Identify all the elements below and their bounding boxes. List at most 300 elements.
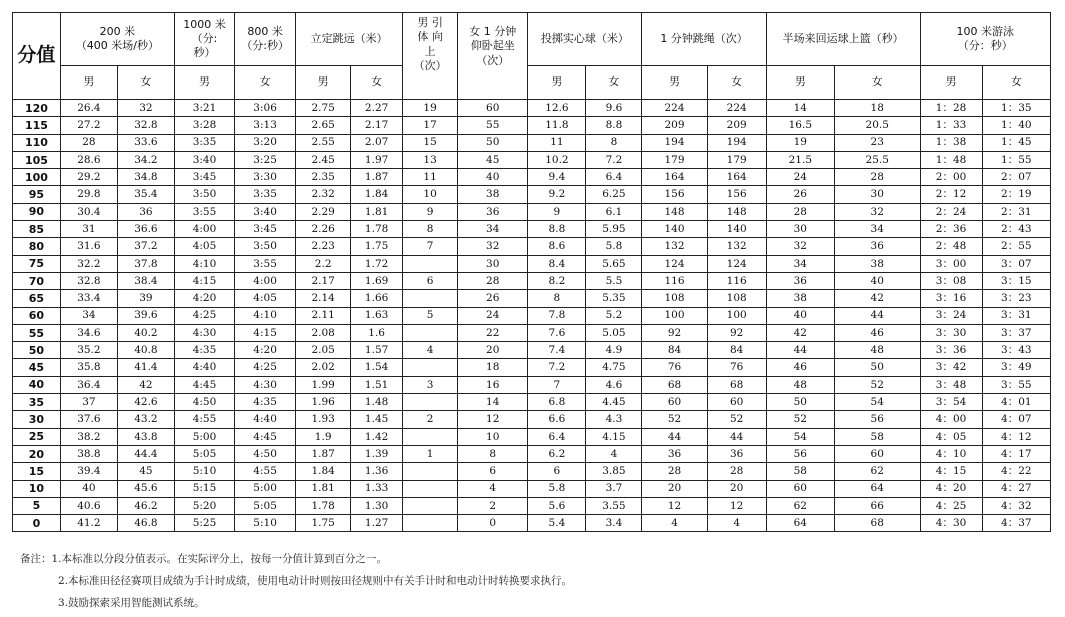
table-cell: 2.75: [296, 100, 351, 117]
table-cell: 46.2: [117, 497, 174, 514]
table-cell: 4.6: [586, 376, 642, 393]
table-cell: 40: [834, 272, 920, 289]
table-row: [13, 117, 1051, 134]
table-cell: 4：10: [920, 445, 982, 462]
table-row: [13, 290, 1051, 307]
table-cell: 1: [403, 445, 458, 462]
score-cell: 40: [13, 376, 61, 393]
table-cell: 3:13: [235, 117, 296, 134]
table-cell: 34.2: [117, 151, 174, 168]
table-cell: 40.6: [60, 497, 117, 514]
table-cell: 28: [60, 134, 117, 151]
table-cell: 2：00: [920, 169, 982, 186]
table-cell: 56: [834, 411, 920, 428]
score-cell: 35: [13, 394, 61, 411]
score-cell: 15: [13, 463, 61, 480]
table-cell: 40: [60, 480, 117, 497]
table-cell: 3：15: [982, 272, 1050, 289]
table-cell: 2：55: [982, 238, 1050, 255]
table-cell: 3：54: [920, 394, 982, 411]
table-cell: 1.9: [296, 428, 351, 445]
table-cell: 164: [707, 169, 766, 186]
table-cell: 54: [766, 428, 834, 445]
table-cell: 2.02: [296, 359, 351, 376]
table-cell: 48: [834, 342, 920, 359]
table-cell: 1.93: [296, 411, 351, 428]
table-row: [13, 238, 1051, 255]
table-cell: 9.2: [528, 186, 586, 203]
table-cell: 20.5: [834, 117, 920, 134]
table-cell: 3：42: [920, 359, 982, 376]
table-cell: 46: [834, 324, 920, 341]
table-row: [13, 480, 1051, 497]
table-cell: [403, 515, 458, 532]
table-cell: 156: [707, 186, 766, 203]
table-cell: 3:28: [174, 117, 234, 134]
table-cell: 5.05: [586, 324, 642, 341]
table-cell: 8: [458, 445, 528, 462]
table-cell: 3：23: [982, 290, 1050, 307]
score-cell: 90: [13, 203, 61, 220]
table-cell: 4：17: [982, 445, 1050, 462]
header-male: 男: [296, 66, 351, 100]
table-cell: 16.5: [766, 117, 834, 134]
header-pullup: 男 引 体 向 上 （次）: [403, 13, 458, 100]
table-cell: 32.2: [60, 255, 117, 272]
table-cell: 36: [834, 238, 920, 255]
table-cell: 5:05: [174, 445, 234, 462]
table-cell: 4:45: [174, 376, 234, 393]
table-cell: 32.8: [60, 272, 117, 289]
score-cell: 45: [13, 359, 61, 376]
table-cell: 28: [766, 203, 834, 220]
table-cell: 1.84: [351, 186, 403, 203]
table-cell: 1.66: [351, 290, 403, 307]
table-cell: 108: [707, 290, 766, 307]
table-cell: 1.78: [351, 221, 403, 238]
header-1000m: 1000 米 （分: 秒）: [174, 13, 234, 66]
table-cell: 33.4: [60, 290, 117, 307]
table-cell: 19: [403, 100, 458, 117]
table-cell: 58: [766, 463, 834, 480]
table-cell: [403, 394, 458, 411]
table-cell: 60: [458, 100, 528, 117]
table-cell: 14: [458, 394, 528, 411]
table-row: [13, 272, 1051, 289]
table-cell: 39: [117, 290, 174, 307]
table-cell: 8.8: [528, 221, 586, 238]
table-cell: [403, 428, 458, 445]
table-cell: 9.6: [586, 100, 642, 117]
table-cell: 4：00: [920, 411, 982, 428]
table-cell: 5:20: [174, 497, 234, 514]
table-cell: 140: [642, 221, 707, 238]
table-cell: 4:40: [235, 411, 296, 428]
table-cell: 4:35: [174, 342, 234, 359]
table-cell: 1.54: [351, 359, 403, 376]
table-cell: 5:05: [235, 497, 296, 514]
table-cell: 2.26: [296, 221, 351, 238]
table-cell: 32: [458, 238, 528, 255]
table-cell: 44.4: [117, 445, 174, 462]
table-cell: 30: [458, 255, 528, 272]
table-cell: 164: [642, 169, 707, 186]
table-cell: 64: [834, 480, 920, 497]
table-cell: 5.65: [586, 255, 642, 272]
table-cell: 38: [766, 290, 834, 307]
table-cell: 42: [117, 376, 174, 393]
table-cell: 7.2: [528, 359, 586, 376]
table-cell: 1：40: [982, 117, 1050, 134]
table-cell: 9.4: [528, 169, 586, 186]
table-cell: 5:25: [174, 515, 234, 532]
table-cell: 1.33: [351, 480, 403, 497]
table-cell: 2.32: [296, 186, 351, 203]
score-cell: 85: [13, 221, 61, 238]
table-cell: 132: [642, 238, 707, 255]
header-female: 女: [982, 66, 1050, 100]
table-cell: 1.42: [351, 428, 403, 445]
score-cell: 95: [13, 186, 61, 203]
table-cell: 50: [834, 359, 920, 376]
table-cell: 36.6: [117, 221, 174, 238]
table-cell: 25.5: [834, 151, 920, 168]
table-cell: 209: [707, 117, 766, 134]
table-cell: 6: [528, 463, 586, 480]
table-row: [13, 497, 1051, 514]
table-cell: 132: [707, 238, 766, 255]
score-cell: 0: [13, 515, 61, 532]
table-cell: 5.2: [586, 307, 642, 324]
table-cell: 32.8: [117, 117, 174, 134]
score-cell: 30: [13, 411, 61, 428]
table-row: [13, 307, 1051, 324]
table-cell: 1.96: [296, 394, 351, 411]
score-cell: 55: [13, 324, 61, 341]
header-200m: 200 米 （400 米场/秒）: [60, 13, 174, 66]
note-1: 备注：1.本标准以分段分值表示。在实际评分上，按每一分值计算到百分之一。: [20, 553, 388, 565]
table-cell: 4：22: [982, 463, 1050, 480]
scoring-table: [12, 12, 1051, 532]
table-cell: 2.05: [296, 342, 351, 359]
header-male: 男: [60, 66, 117, 100]
table-cell: 46: [766, 359, 834, 376]
header-male: 男: [766, 66, 834, 100]
table-cell: 2：48: [920, 238, 982, 255]
table-cell: 21.5: [766, 151, 834, 168]
table-cell: 3:55: [174, 203, 234, 220]
score-cell: 75: [13, 255, 61, 272]
table-cell: 3:21: [174, 100, 234, 117]
table-cell: 8: [403, 221, 458, 238]
table-cell: 2.27: [351, 100, 403, 117]
table-cell: 17: [403, 117, 458, 134]
table-cell: 2：31: [982, 203, 1050, 220]
table-cell: 5:00: [235, 480, 296, 497]
table-cell: 1：33: [920, 117, 982, 134]
table-cell: 1：55: [982, 151, 1050, 168]
table-cell: 4: [458, 480, 528, 497]
score-cell: 70: [13, 272, 61, 289]
table-cell: 38: [834, 255, 920, 272]
table-cell: 44: [707, 428, 766, 445]
header-ball-throw: 投掷实心球（米）: [528, 13, 642, 66]
table-cell: [403, 480, 458, 497]
table-cell: 13: [403, 151, 458, 168]
table-cell: 40.8: [117, 342, 174, 359]
table-cell: 46.8: [117, 515, 174, 532]
table-cell: 84: [707, 342, 766, 359]
table-cell: 4: [642, 515, 707, 532]
table-cell: 4: [707, 515, 766, 532]
table-row: [13, 445, 1051, 462]
table-cell: 5:10: [235, 515, 296, 532]
table-cell: 3：08: [920, 272, 982, 289]
table-row: [13, 151, 1051, 168]
table-row: [13, 186, 1051, 203]
table-cell: 1.39: [351, 445, 403, 462]
table-cell: 26.4: [60, 100, 117, 117]
table-cell: 35.8: [60, 359, 117, 376]
table-cell: 23: [834, 134, 920, 151]
table-cell: 15: [403, 134, 458, 151]
table-cell: 2.07: [351, 134, 403, 151]
table-cell: 40.2: [117, 324, 174, 341]
table-cell: 3:40: [174, 151, 234, 168]
table-cell: 116: [642, 272, 707, 289]
table-cell: 2：19: [982, 186, 1050, 203]
table-cell: 0: [458, 515, 528, 532]
table-cell: 42: [766, 324, 834, 341]
table-cell: 36: [117, 203, 174, 220]
table-row: [13, 394, 1051, 411]
table-row: [13, 169, 1051, 186]
table-cell: 2.55: [296, 134, 351, 151]
table-cell: 3:50: [235, 238, 296, 255]
table-cell: 1.97: [351, 151, 403, 168]
table-cell: 5.5: [586, 272, 642, 289]
table-cell: 156: [642, 186, 707, 203]
score-cell: 80: [13, 238, 61, 255]
table-cell: 8.4: [528, 255, 586, 272]
table-cell: 4：30: [920, 515, 982, 532]
header-male: 男: [528, 66, 586, 100]
table-cell: 2.11: [296, 307, 351, 324]
table-cell: 2.17: [296, 272, 351, 289]
table-row: [13, 255, 1051, 272]
table-cell: 3:35: [235, 186, 296, 203]
table-cell: 4：05: [920, 428, 982, 445]
table-cell: 4:00: [174, 221, 234, 238]
table-cell: 52: [766, 411, 834, 428]
table-cell: 58: [834, 428, 920, 445]
table-cell: 30: [834, 186, 920, 203]
table-cell: 3:25: [235, 151, 296, 168]
table-cell: 3:30: [235, 169, 296, 186]
table-row: [13, 203, 1051, 220]
table-row: [13, 515, 1051, 532]
table-cell: 29.2: [60, 169, 117, 186]
table-cell: 7.6: [528, 324, 586, 341]
table-cell: 26: [458, 290, 528, 307]
table-cell: 1.81: [351, 203, 403, 220]
table-cell: 4:25: [235, 359, 296, 376]
table-cell: 1.57: [351, 342, 403, 359]
table-cell: 68: [834, 515, 920, 532]
table-cell: 12.6: [528, 100, 586, 117]
table-cell: 6.4: [586, 169, 642, 186]
table-cell: 4：37: [982, 515, 1050, 532]
table-cell: 1：45: [982, 134, 1050, 151]
table-cell: 148: [707, 203, 766, 220]
table-cell: 76: [642, 359, 707, 376]
table-cell: [403, 463, 458, 480]
table-cell: [403, 290, 458, 307]
table-cell: 6.4: [528, 428, 586, 445]
table-cell: 1.75: [351, 238, 403, 255]
table-cell: 7: [403, 238, 458, 255]
table-cell: 6.6: [528, 411, 586, 428]
table-cell: 43.2: [117, 411, 174, 428]
table-row: [13, 376, 1051, 393]
table-cell: 1.84: [296, 463, 351, 480]
table-cell: 179: [707, 151, 766, 168]
table-row: [13, 411, 1051, 428]
table-cell: 4:05: [174, 238, 234, 255]
table-row: [13, 342, 1051, 359]
table-cell: 2：12: [920, 186, 982, 203]
table-cell: 10: [458, 428, 528, 445]
table-cell: 224: [707, 100, 766, 117]
table-cell: 36: [642, 445, 707, 462]
table-cell: 52: [642, 411, 707, 428]
table-cell: 1.48: [351, 394, 403, 411]
table-cell: 4:15: [235, 324, 296, 341]
table-cell: 4：32: [982, 497, 1050, 514]
table-cell: 48: [766, 376, 834, 393]
table-cell: 4:25: [174, 307, 234, 324]
table-cell: 34: [766, 255, 834, 272]
table-cell: 41.2: [60, 515, 117, 532]
table-cell: 28: [642, 463, 707, 480]
table-cell: 4:00: [235, 272, 296, 289]
table-cell: 11: [528, 134, 586, 151]
table-cell: 40: [458, 169, 528, 186]
table-cell: 116: [707, 272, 766, 289]
table-cell: 36.4: [60, 376, 117, 393]
table-cell: 18: [834, 100, 920, 117]
header-situp: 女 1 分钟 仰卧起坐 （次）: [458, 13, 528, 100]
table-cell: 50: [458, 134, 528, 151]
table-cell: 5.6: [528, 497, 586, 514]
header-female: 女: [235, 66, 296, 100]
table-cell: 1.87: [296, 445, 351, 462]
table-cell: 34.8: [117, 169, 174, 186]
table-cell: 4：15: [920, 463, 982, 480]
table-cell: 179: [642, 151, 707, 168]
table-cell: 62: [766, 497, 834, 514]
table-cell: 8: [528, 290, 586, 307]
header-male: 男: [920, 66, 982, 100]
table-cell: 4.3: [586, 411, 642, 428]
table-cell: 20: [458, 342, 528, 359]
score-cell: 100: [13, 169, 61, 186]
table-cell: 2.08: [296, 324, 351, 341]
table-cell: 22: [458, 324, 528, 341]
table-cell: 11: [403, 169, 458, 186]
score-cell: 5: [13, 497, 61, 514]
header-male: 男: [174, 66, 234, 100]
score-cell: 115: [13, 117, 61, 134]
table-cell: 3：37: [982, 324, 1050, 341]
notes: [20, 551, 572, 617]
table-cell: 1.69: [351, 272, 403, 289]
table-cell: 36: [766, 272, 834, 289]
table-cell: 3:45: [174, 169, 234, 186]
table-cell: 6.8: [528, 394, 586, 411]
table-cell: 4:15: [174, 272, 234, 289]
table-cell: 3：49: [982, 359, 1050, 376]
table-cell: 4.15: [586, 428, 642, 445]
table-cell: 194: [642, 134, 707, 151]
table-cell: 26: [766, 186, 834, 203]
table-cell: 39.6: [117, 307, 174, 324]
table-body: [13, 100, 1051, 532]
table-cell: 37.8: [117, 255, 174, 272]
table-cell: 1.63: [351, 307, 403, 324]
table-cell: 32: [834, 203, 920, 220]
header-rope-skipping: 1 分钟跳绳（次）: [642, 13, 766, 66]
table-cell: 20: [642, 480, 707, 497]
table-cell: 2.2: [296, 255, 351, 272]
score-cell: 20: [13, 445, 61, 462]
table-cell: 7.4: [528, 342, 586, 359]
table-cell: 1.81: [296, 480, 351, 497]
table-cell: 68: [707, 376, 766, 393]
score-cell: 110: [13, 134, 61, 151]
table-cell: [403, 497, 458, 514]
table-cell: 1：48: [920, 151, 982, 168]
table-cell: 92: [707, 324, 766, 341]
table-cell: 2：36: [920, 221, 982, 238]
table-cell: 6: [403, 272, 458, 289]
table-cell: 42.6: [117, 394, 174, 411]
table-cell: 60: [707, 394, 766, 411]
table-cell: 6.2: [528, 445, 586, 462]
table-cell: 36: [458, 203, 528, 220]
table-cell: 12: [458, 411, 528, 428]
table-cell: 2：43: [982, 221, 1050, 238]
table-row: [13, 324, 1051, 341]
table-cell: 100: [707, 307, 766, 324]
header-female: 女: [586, 66, 642, 100]
table-cell: 5: [403, 307, 458, 324]
table-cell: 38.2: [60, 428, 117, 445]
table-cell: 5.95: [586, 221, 642, 238]
table-cell: 6: [458, 463, 528, 480]
table-cell: 3：43: [982, 342, 1050, 359]
score-cell: 60: [13, 307, 61, 324]
table-cell: 29.8: [60, 186, 117, 203]
table-cell: 31.6: [60, 238, 117, 255]
table-cell: 34.6: [60, 324, 117, 341]
table-cell: 5:15: [174, 480, 234, 497]
table-cell: 92: [642, 324, 707, 341]
table-cell: 2.14: [296, 290, 351, 307]
table-cell: 4:50: [235, 445, 296, 462]
table-cell: 37: [60, 394, 117, 411]
table-cell: 27.2: [60, 117, 117, 134]
